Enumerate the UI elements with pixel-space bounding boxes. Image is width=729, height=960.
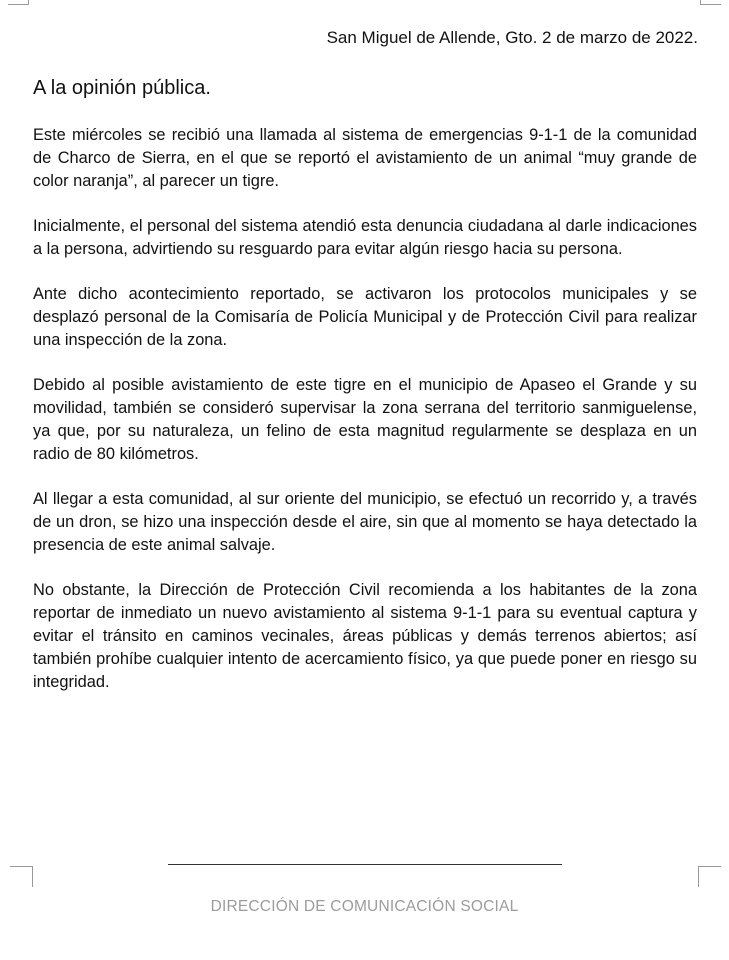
paragraph-3: Ante dicho acontecimiento reportado, se activaron los protocolos municipales y se desplazó personal de la Comisaría de Policía Municipal y de Protección Civil para realizar una inspección de la zona. xyxy=(33,285,697,349)
salutation: A la opinión pública. xyxy=(33,77,211,99)
crop-mark-top-left xyxy=(8,0,29,5)
paragraph-1: Este miércoles se recibió una llamada al sistema de emergencias 9-1-1 de la comunidad de Charco de Sierra, en el que se reportó el avistamiento de un animal “muy grande de color naranja”, al parecer un tigre. xyxy=(33,126,697,190)
crop-mark-bottom-left xyxy=(10,866,33,887)
signature-label: DIRECCIÓN DE COMUNICACIÓN SOCIAL xyxy=(210,898,519,915)
crop-mark-top-right xyxy=(700,0,721,5)
date-line: San Miguel de Allende, Gto. 2 de marzo de 2022. xyxy=(326,28,698,47)
paragraph-5: Al llegar a esta comunidad, al sur oriente del municipio, se efectuó un recorrido y, a través de un dron, se hizo una inspección desde el aire, sin que al momento se haya detectado la presencia de este animal salvaje. xyxy=(33,490,697,554)
crop-mark-bottom-right xyxy=(698,866,721,887)
paragraph-6: No obstante, la Dirección de Protección Civil recomienda a los habitantes de la zona reportar de inmediato un nuevo avistamiento al sistema 9-1-1 para su eventual captura y evitar el tránsito en caminos vecinales, áreas públicas y demás terrenos abiertos; así también prohíbe cualquier intento de acercamiento físico, ya que puede poner en riesgo su integridad. xyxy=(33,581,697,691)
paragraph-2: Inicialmente, el personal del sistema atendió esta denuncia ciudadana al darle indicaciones a la persona, advirtiendo su resguardo para evitar algún riesgo hacia su persona. xyxy=(33,217,697,258)
letter-body xyxy=(33,124,697,716)
signature-line xyxy=(168,864,562,865)
paragraph-4: Debido al posible avistamiento de este tigre en el municipio de Apaseo el Grande y su movilidad, también se consideró supervisar la zona serrana del territorio sanmiguelense, ya que, por su naturaleza, un felino de esta magnitud regularmente se desplaza en un radio de 80 kilómetros. xyxy=(33,376,697,463)
